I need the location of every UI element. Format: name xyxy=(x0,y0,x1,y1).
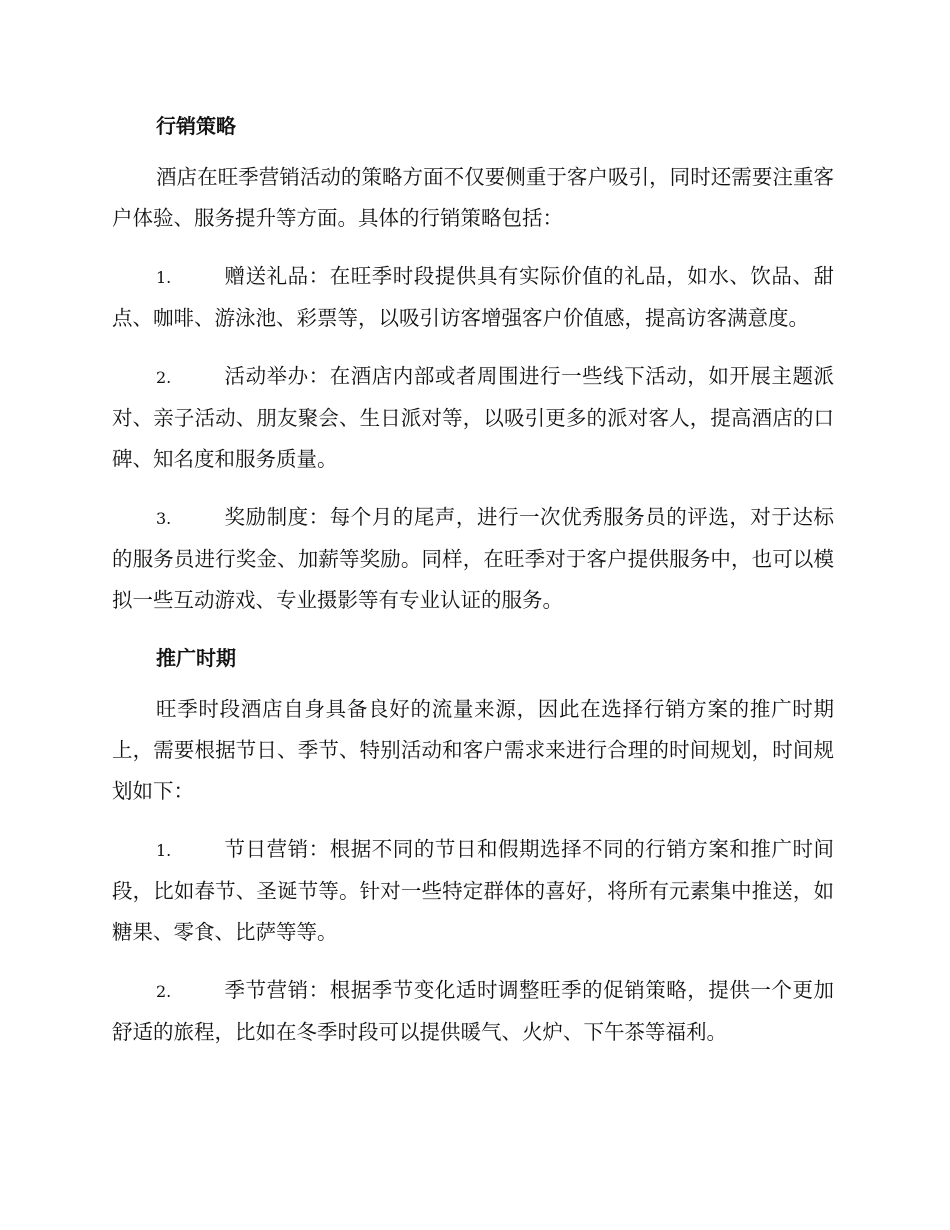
list-item-text: 活动举办：在酒店内部或者周围进行一些线下活动，如开展主题派对、亲子活动、朋友聚会、生日派对等，以吸引更多的派对客人，提高酒店的口碑、知名度和服务质量。 xyxy=(112,364,834,471)
list-item-text: 赠送礼品：在旺季时段提供具有实际价值的礼品，如水、饮品、甜点、咖啡、游泳池、彩票等，以吸引访客增强客户价值感，提高访客满意度。 xyxy=(112,264,834,330)
list-item-number: 3. xyxy=(156,509,172,528)
section-heading-marketing-strategy: 行销策略 xyxy=(156,114,236,138)
list-item-number: 1. xyxy=(156,841,172,860)
list-item-number: 1. xyxy=(156,268,172,287)
list-item-text: 季节营销：根据季节变化适时调整旺季的促销策略，提供一个更加舒适的旅程，比如在冬季时段可以提供暖气、火炉、下午茶等福利。 xyxy=(112,978,834,1044)
list-item xyxy=(112,497,834,621)
document-content xyxy=(112,106,834,1070)
list-item-text: 奖励制度：每个月的尾声，进行一次优秀服务员的评选，对于达标的服务员进行奖金、加薪等奖励。同样，在旺季对于客户提供服务中，也可以模拟一些互动游戏、专业摄影等有专业认证的服务。 xyxy=(112,505,834,612)
promotion-period-intro: 旺季时段酒店自身具备良好的流量来源，因此在选择行销方案的推广时期上，需要根据节日、季节、特别活动和客户需求来进行合理的时间规划，时间规划如下： xyxy=(112,697,834,803)
list-item-text: 节日营销：根据不同的节日和假期选择不同的行销方案和推广时间段，比如春节、圣诞节等。针对一些特定群体的喜好，将所有元素集中推送，如糖果、零食、比萨等等。 xyxy=(112,837,834,944)
list-item xyxy=(112,356,834,480)
list-item xyxy=(112,970,834,1053)
list-item-number: 2. xyxy=(156,982,172,1001)
list-item xyxy=(112,829,834,953)
list-item xyxy=(112,256,834,339)
section-heading-promotion-period: 推广时期 xyxy=(156,646,236,670)
marketing-strategy-intro: 酒店在旺季营销活动的策略方面不仅要侧重于客户吸引，同时还需要注重客户体验、服务提升等方面。具体的行销策略包括： xyxy=(112,165,834,230)
list-item-number: 2. xyxy=(156,368,172,387)
